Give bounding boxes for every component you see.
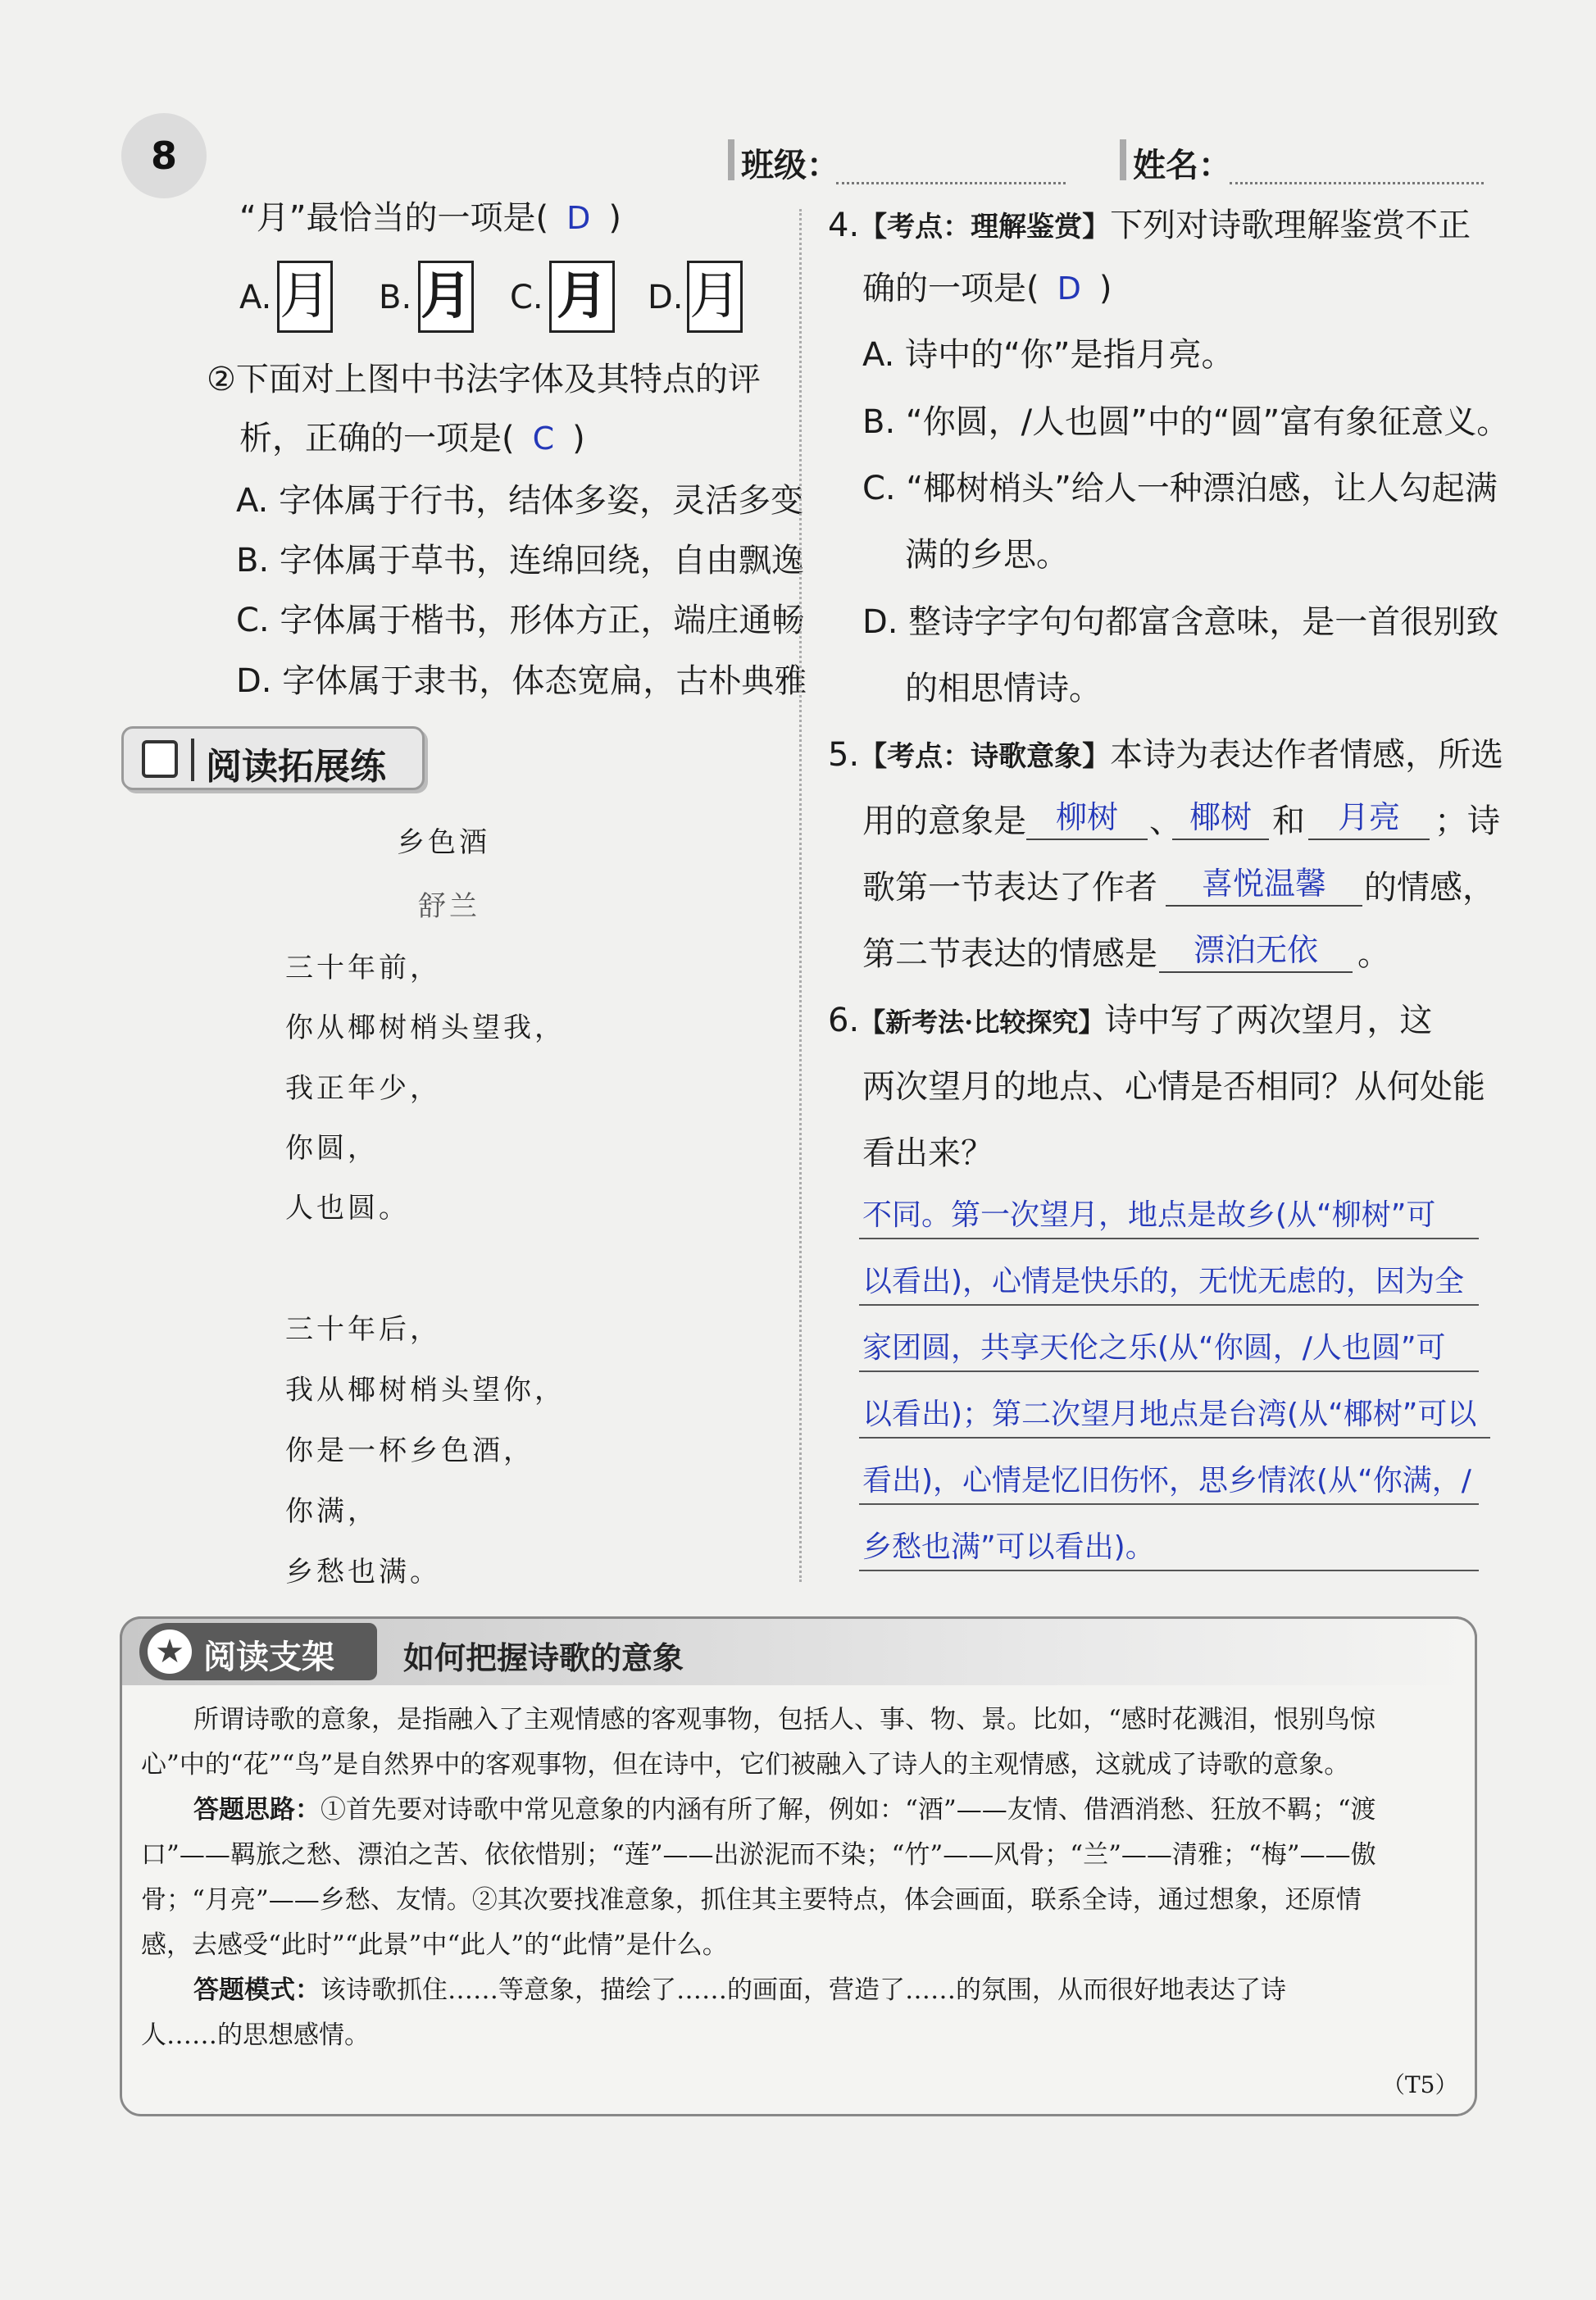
- poem-line: 你满，: [285, 1495, 379, 1528]
- q6-line2: 两次望月的地点、心情是否相同？从何处能: [862, 1068, 1485, 1106]
- q5-sep: 、: [1149, 802, 1182, 840]
- support-text-paragraph: 答题模式：该诗歌抓住……等意象，描绘了……的画面，营造了……的氛围，从而很好地表达了诗: [193, 1975, 1286, 2005]
- calligraphy-option-d[interactable]: 月: [687, 261, 743, 333]
- question-6: 6.【新考法·比较探究】诗中写了两次望月，这: [828, 1002, 1433, 1039]
- q5-line4-end: 。: [1357, 935, 1390, 973]
- answer-underline: [859, 1503, 1479, 1505]
- header-divider: [728, 139, 734, 180]
- q5-line2: 用的意象是: [862, 802, 1026, 840]
- support-subtitle: 如何把握诗歌的意象: [403, 1640, 684, 1676]
- q5-line3-end: 的情感，: [1364, 869, 1495, 907]
- q5-and: 和: [1272, 802, 1305, 840]
- name-label: 姓名：: [1133, 147, 1231, 184]
- q5-blank-4[interactable]: 喜悦温馨: [1166, 866, 1362, 907]
- q6-answer-line: 乡愁也满”可以看出)。: [862, 1530, 1155, 1564]
- q6-answer-line: 不同。第一次望月，地点是故乡(从“柳树”可: [862, 1198, 1436, 1232]
- support-text-paragraph: 答题思路：①首先要对诗歌中常见意象的内涵有所了解，例如：“酒”——友情、借酒消愁、狂放不羁；“渡: [193, 1795, 1376, 1825]
- question-5: 5.【考点：诗歌意象】本诗为表达作者情感，所选: [828, 736, 1504, 774]
- poem-line: 人也圆。: [285, 1192, 410, 1225]
- q4-option-b: B. “你圆，/人也圆”中的“圆”富有象征意义。: [862, 403, 1510, 441]
- answer-q4: D: [1057, 270, 1081, 307]
- question-2-line1: ②下面对上图中书法字体及其特点的评: [207, 361, 761, 398]
- reading-extension-banner: [121, 726, 425, 790]
- q5-line3: 歌第一节表达了作者: [862, 869, 1157, 907]
- name-field[interactable]: [1230, 144, 1484, 184]
- support-text: 口”——羁旅之愁、漂泊之苦、依依惜别；“莲”——出淤泥而不染；“竹”——风骨；“兰”——清雅；“梅”——傲: [141, 1840, 1376, 1870]
- q4-option-c: C. “椰树梢头”给人一种漂泊感，让人勾起满: [862, 470, 1498, 507]
- calligraphy-options: [239, 261, 764, 336]
- column-divider: [799, 209, 802, 1582]
- poem-line: 乡愁也满。: [285, 1556, 441, 1589]
- class-field[interactable]: [836, 144, 1066, 184]
- header-divider: [1120, 139, 1126, 180]
- q2-option-b: B. 字体属于草书，连绵回绕，自由飘逸: [236, 542, 804, 580]
- footer-code: （T5）: [1382, 2071, 1458, 2098]
- calligraphy-option-a[interactable]: 月: [277, 261, 333, 333]
- q6-answer-line: 家团圆，共享天伦之乐(从“你圆，/人也圆”可: [862, 1331, 1446, 1365]
- poem-line: 你是一杯乡色酒，: [285, 1434, 534, 1467]
- q5-line2-end: ；诗: [1435, 802, 1500, 840]
- q6-answer-line: 以看出)，心情是快乐的，无忧无虑的，因为全: [862, 1265, 1465, 1298]
- q2-option-c: C. 字体属于楷书，形体方正，端庄通畅: [236, 602, 805, 639]
- poem-line: 我正年少，: [285, 1072, 441, 1105]
- support-text: 所谓诗歌的意象，是指融入了主观情感的客观事物，包括人、事、物、景。比如，“感时花溅泪，恨别鸟惊: [193, 1705, 1375, 1734]
- q2-option-d: D. 字体属于隶书，体态宽扁，古朴典雅: [236, 662, 807, 700]
- option-label: B.: [379, 279, 412, 316]
- q5-blank-3[interactable]: 月亮: [1308, 799, 1430, 840]
- q5-line4: 第二节表达的情感是: [862, 935, 1157, 973]
- q4-option-a: A. 诗中的“你”是指月亮。: [862, 336, 1235, 374]
- poem-line: 三十年后，: [285, 1313, 441, 1346]
- q5-blank-1[interactable]: 柳树: [1026, 799, 1148, 840]
- poem-line: 你圆，: [285, 1132, 379, 1165]
- option-label: C.: [510, 279, 543, 316]
- option-label: D.: [648, 279, 684, 316]
- q6-answer-line: 以看出)；第二次望月地点是台湾(从“椰树”可以: [862, 1398, 1477, 1431]
- answer-pattern-label: 答题模式：: [193, 1975, 321, 2005]
- question-month-cont: “月”最恰当的一项是( D ): [239, 199, 621, 237]
- poem-author: 舒兰: [418, 890, 480, 923]
- answer-month: D: [566, 200, 591, 236]
- answer-underline: [859, 1370, 1479, 1372]
- support-text: 骨；“月亮”——乡愁、友情。②其次要找准意象，抓住其主要特点，体会画面，联系全诗，通过想象，还原情: [141, 1885, 1362, 1915]
- question-4-line2: 确的一项是( D ): [862, 270, 1112, 307]
- q5-blank-5[interactable]: 漂泊无依: [1159, 932, 1353, 973]
- banner-title: 阅读拓展练: [206, 746, 386, 788]
- q6-line3: 看出来？: [862, 1134, 994, 1172]
- q4-option-c-cont: 满的乡思。: [905, 536, 1069, 574]
- answer-underline: [859, 1570, 1479, 1571]
- answer-q2: C: [532, 420, 555, 457]
- support-text: 心”中的“花”“鸟”是自然界中的客观事物，但在诗中，它们被融入了诗人的主观情感，这就成了诗歌的意象。: [141, 1750, 1350, 1780]
- q4-option-d-cont: 的相思情诗。: [905, 670, 1102, 707]
- banner-separator: [191, 739, 194, 781]
- question-4: 4.【考点：理解鉴赏】下列对诗歌理解鉴赏不正: [828, 207, 1471, 244]
- question-2-line2: 析，正确的一项是( C ): [239, 420, 585, 457]
- calligraphy-option-c[interactable]: 月: [549, 261, 615, 333]
- support-text: 人……的思想感情。: [141, 2020, 370, 2050]
- poem-line: 三十年前，: [285, 952, 441, 984]
- answer-underline: [859, 1304, 1479, 1306]
- poem-line: 你从椰树梢头望我，: [285, 1011, 566, 1044]
- answer-underline: [859, 1437, 1490, 1439]
- answer-underline: [859, 1238, 1479, 1239]
- poem-title: 乡色酒: [397, 826, 490, 859]
- notebook-icon: [142, 740, 178, 778]
- class-label: 班级：: [741, 147, 839, 184]
- support-title: 阅读支架: [203, 1639, 334, 1676]
- page-number: 8: [121, 113, 207, 198]
- q4-option-d: D. 整诗字字句句都富含意味，是一首很别致: [862, 603, 1499, 641]
- support-text: 感，去感受“此时”“此景”中“此人”的“此情”是什么。: [141, 1930, 728, 1960]
- star-icon: ★: [148, 1630, 192, 1674]
- q2-option-a: A. 字体属于行书，结体多姿，灵活多变: [236, 482, 804, 520]
- calligraphy-option-b[interactable]: 月: [418, 261, 474, 333]
- option-label: A.: [239, 279, 272, 316]
- poem-line: 我从椰树梢头望你，: [285, 1374, 566, 1407]
- q6-answer-line: 看出)，心情是忆旧伤怀，思乡情浓(从“你满，/: [862, 1464, 1471, 1498]
- answer-approach-label: 答题思路：: [193, 1795, 321, 1825]
- q5-blank-2[interactable]: 椰树: [1172, 799, 1269, 840]
